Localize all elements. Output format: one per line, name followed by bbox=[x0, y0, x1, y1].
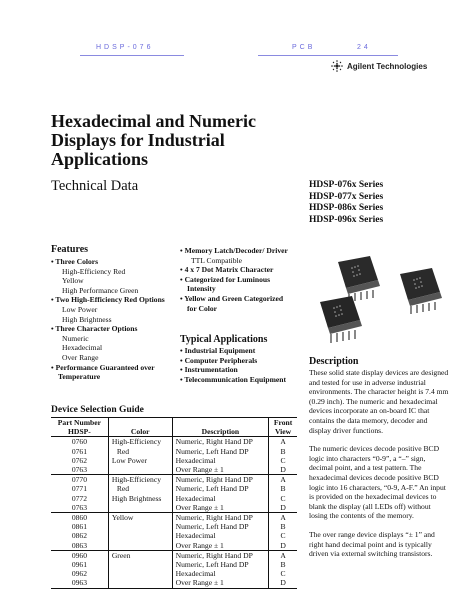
description-paragraph: The numeric devices decode positive BCD logic into characters “0-9”, a “–” sign, decimal point, and a test pattern. The hexadecimal devices decode positive BCD logic into 16 characters, “0-9, A-F.” An input is provided on the hexadecimal devices to blank the display (all LEDs off) without losing the contents of the memory. bbox=[309, 444, 446, 521]
table-row bbox=[51, 494, 297, 503]
agilent-spark-logo-icon bbox=[330, 59, 344, 73]
col-description: Description bbox=[172, 418, 269, 437]
table-row bbox=[51, 456, 297, 465]
series-list bbox=[309, 180, 383, 226]
product-photo bbox=[310, 244, 460, 349]
display-chip-3 bbox=[400, 268, 442, 314]
series-item: HDSP-086x Series bbox=[309, 203, 384, 213]
display-chip-2 bbox=[320, 296, 362, 343]
table-row bbox=[51, 437, 297, 447]
header-rule-left bbox=[80, 55, 184, 56]
table-cell: Over Range ± 1 bbox=[172, 541, 269, 551]
table-cell: C bbox=[280, 531, 286, 541]
table-cell: High Brightness bbox=[108, 494, 172, 503]
brand-name: Agilent Technologies bbox=[347, 62, 428, 71]
table-cell: Hexadecimal bbox=[172, 456, 269, 465]
table-cell: 0760 bbox=[51, 437, 108, 447]
feature-item: • Two High-Efficiency Red Options bbox=[51, 295, 165, 305]
table-cell: A bbox=[280, 437, 286, 447]
header-rule-right bbox=[258, 55, 398, 56]
display-chip-1 bbox=[338, 256, 380, 302]
table-cell: D bbox=[280, 540, 286, 550]
table-cell: Red bbox=[108, 484, 172, 493]
header-part-code: HDSP-076 bbox=[96, 44, 154, 51]
table-cell bbox=[108, 569, 172, 578]
series-item: HDSP-077x Series bbox=[309, 191, 384, 202]
table-cell: Green bbox=[108, 550, 172, 560]
table-cell: 0961 bbox=[51, 560, 108, 569]
table-cell: Numeric, Left Hand DP bbox=[172, 484, 269, 493]
col-color: Color bbox=[108, 418, 172, 437]
table-row bbox=[51, 531, 297, 540]
table-cell: D bbox=[280, 502, 286, 512]
table-row bbox=[51, 447, 297, 456]
feature-item: • Yellow and Green Categorized for Color bbox=[180, 293, 284, 313]
header-pcb-code: PCB bbox=[292, 44, 316, 51]
feature-subitem: High-Efficiency Red bbox=[62, 266, 126, 276]
table-cell: Numeric, Left Hand DP bbox=[172, 447, 269, 456]
table-cell bbox=[108, 465, 172, 475]
table-cell: B bbox=[280, 484, 286, 494]
table-cell: Over Range ± 1 bbox=[172, 503, 269, 513]
table-row bbox=[51, 541, 297, 551]
application-item: • Computer Peripherals bbox=[180, 355, 258, 365]
table-cell: Yellow bbox=[108, 513, 172, 523]
table-cell: A bbox=[280, 550, 286, 560]
table-cell: D bbox=[280, 465, 286, 475]
applications-heading: Typical Applications bbox=[180, 334, 268, 345]
features-list-col2 bbox=[180, 246, 292, 313]
document-title bbox=[51, 112, 311, 169]
feature-item: • Performance Guaranteed over Temperature bbox=[51, 362, 155, 382]
title-line-2: Displays for Industrial bbox=[51, 130, 225, 150]
feature-subitem: Hexadecimal bbox=[62, 343, 103, 353]
table-cell: B bbox=[280, 522, 286, 532]
table-cell: 0770 bbox=[51, 475, 108, 485]
table-cell: Numeric, Left Hand DP bbox=[172, 560, 269, 569]
table-cell: Hexadecimal bbox=[172, 531, 269, 540]
table-cell bbox=[108, 503, 172, 513]
feature-item: • Categorized for Luminous Intensity bbox=[180, 274, 271, 294]
series-item: HDSP-096x Series bbox=[309, 214, 384, 225]
table-cell bbox=[108, 560, 172, 569]
table-cell: 0763 bbox=[51, 503, 108, 513]
table-cell: Numeric, Right Hand DP bbox=[172, 513, 269, 523]
table-cell: A bbox=[280, 475, 286, 485]
document-subtitle: Technical Data bbox=[51, 178, 139, 194]
table-cell: A bbox=[280, 513, 286, 523]
table-cell: Red bbox=[108, 447, 172, 456]
header-page-number: 24 bbox=[357, 44, 371, 51]
table-cell: Low Power bbox=[108, 456, 172, 465]
table-row bbox=[51, 522, 297, 531]
features-heading: Features bbox=[51, 244, 89, 255]
title-line-1: Hexadecimal and Numeric bbox=[51, 111, 256, 131]
table-row bbox=[51, 465, 297, 475]
table-cell: 0963 bbox=[51, 578, 108, 588]
table-cell bbox=[108, 578, 172, 588]
table-cell bbox=[108, 541, 172, 551]
table-cell: B bbox=[280, 446, 286, 456]
col-front-view: Front View bbox=[273, 418, 293, 437]
table-cell: C bbox=[280, 493, 286, 503]
table-cell: 0772 bbox=[51, 494, 108, 503]
table-cell: Hexadecimal bbox=[172, 494, 269, 503]
table-cell: Numeric, Right Hand DP bbox=[172, 475, 269, 485]
table-cell: High-Efficiency bbox=[108, 475, 172, 485]
table-cell: 0763 bbox=[51, 465, 108, 475]
feature-subitem: Low Power bbox=[62, 304, 98, 314]
feature-item: • Memory Latch/Decoder/ Driver bbox=[180, 246, 288, 255]
table-cell: Hexadecimal bbox=[172, 569, 269, 578]
table-row bbox=[51, 484, 297, 493]
application-item: • Instrumentation bbox=[180, 365, 238, 375]
feature-subitem: High Brightness bbox=[62, 314, 112, 324]
description-heading: Description bbox=[309, 356, 359, 367]
feature-subitem: TTL Compatible bbox=[191, 255, 242, 265]
feature-subitem: Over Range bbox=[62, 352, 99, 362]
table-cell: D bbox=[280, 578, 286, 588]
selection-guide-heading: Device Selection Guide bbox=[51, 405, 144, 415]
title-line-3: Applications bbox=[51, 149, 149, 169]
col-part-number: Part Number HDSP- bbox=[51, 418, 108, 437]
table-cell: 0863 bbox=[51, 541, 108, 551]
table-cell: 0960 bbox=[51, 550, 108, 560]
table-cell: 0771 bbox=[51, 484, 108, 493]
table-cell: 0861 bbox=[51, 522, 108, 531]
table-cell: High-Efficiency bbox=[108, 437, 172, 447]
feature-subitem: Numeric bbox=[62, 333, 89, 343]
table-row bbox=[51, 475, 297, 485]
table-cell: 0762 bbox=[51, 456, 108, 465]
application-item: • Telecommunication Equipment bbox=[180, 374, 287, 384]
table-cell: Numeric, Left Hand DP bbox=[172, 522, 269, 531]
feature-item: • Three Colors bbox=[51, 257, 99, 266]
feature-subitem: High Performance Green bbox=[62, 285, 139, 295]
table-row bbox=[51, 560, 297, 569]
table-cell: 0962 bbox=[51, 569, 108, 578]
table-row bbox=[51, 569, 297, 578]
table-cell: C bbox=[280, 455, 286, 465]
table-row bbox=[51, 550, 297, 560]
table-cell: 0860 bbox=[51, 513, 108, 523]
table-cell: Numeric, Right Hand DP bbox=[172, 550, 269, 560]
applications-list bbox=[180, 346, 292, 384]
description-body bbox=[309, 368, 449, 568]
feature-item: • Three Character Options bbox=[51, 324, 138, 334]
features-list bbox=[51, 257, 173, 382]
table-row bbox=[51, 513, 297, 523]
table-cell: C bbox=[280, 569, 286, 579]
table-cell: Over Range ± 1 bbox=[172, 578, 269, 588]
table-row bbox=[51, 578, 297, 588]
feature-item: • 4 x 7 Dot Matrix Character bbox=[180, 265, 274, 275]
table-cell: 0862 bbox=[51, 531, 108, 540]
table-cell bbox=[108, 531, 172, 540]
series-item: HDSP-076x Series bbox=[309, 180, 384, 190]
application-item: • Industrial Equipment bbox=[180, 346, 256, 355]
description-paragraph: The over range device displays “± 1” and right hand decimal point and is typically driven via external switching transistors. bbox=[309, 529, 435, 559]
table-cell bbox=[108, 522, 172, 531]
table-cell: Numeric, Right Hand DP bbox=[172, 437, 269, 447]
table-row bbox=[51, 503, 297, 513]
selection-table bbox=[51, 417, 297, 589]
table-cell: 0761 bbox=[51, 447, 108, 456]
feature-subitem: Yellow bbox=[62, 276, 84, 286]
table-cell: B bbox=[280, 560, 286, 570]
description-paragraph: These solid state display devices are designed and tested for use in adverse industrial environments. The character height is 7.4 mm (0.29 inch). The numeric and hexadecimal devices incorporate an on-board IC that contains the data memory, decoder and display driver functions. bbox=[309, 368, 449, 435]
table-cell: Over Range ± 1 bbox=[172, 465, 269, 475]
